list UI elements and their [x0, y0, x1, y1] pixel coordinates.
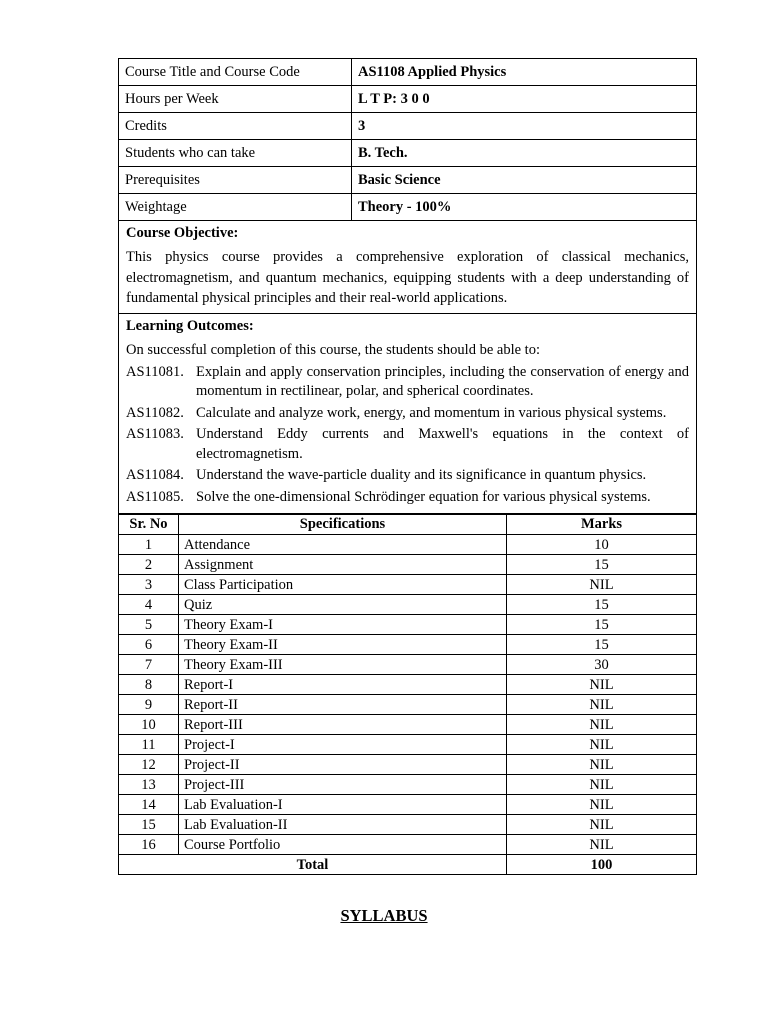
learning-outcome-code: AS11083. [126, 426, 184, 442]
marks-value: NIL [507, 795, 697, 815]
learning-outcome-item [126, 466, 689, 486]
learning-outcome-item [126, 425, 689, 464]
marks-row [119, 675, 697, 695]
marks-value: 15 [507, 555, 697, 575]
marks-specification: Lab Evaluation-II [179, 815, 507, 835]
marks-row [119, 835, 697, 855]
marks-sr-no: 9 [119, 695, 179, 715]
marks-row [119, 555, 697, 575]
syllabus-heading [0, 906, 768, 926]
course-info-label: Course Title and Course Code [119, 59, 352, 86]
learning-outcome-code: AS11084. [126, 467, 184, 483]
course-info-value: 3 [352, 113, 697, 140]
learning-outcome-text: Understand the wave-particle duality and its significance in quantum physics. [196, 467, 647, 483]
learning-outcomes-section [118, 314, 697, 515]
syllabus-heading-text: SYLLABUS [340, 906, 428, 925]
marks-sr-no: 15 [119, 815, 179, 835]
marks-row [119, 535, 697, 555]
course-info-label: Credits [119, 113, 352, 140]
learning-outcome-item [126, 404, 689, 424]
marks-value: 15 [507, 595, 697, 615]
course-info-label: Hours per Week [119, 86, 352, 113]
marks-value: 10 [507, 535, 697, 555]
marks-sr-no: 12 [119, 755, 179, 775]
header-specifications: Specifications [179, 515, 507, 535]
marks-specification: Lab Evaluation-I [179, 795, 507, 815]
course-info-row [119, 59, 697, 86]
course-info-value: L T P: 3 0 0 [352, 86, 697, 113]
total-value: 100 [507, 855, 697, 875]
course-info-table [118, 58, 697, 221]
course-objective-section [118, 221, 697, 314]
marks-sr-no: 8 [119, 675, 179, 695]
marks-specification: Theory Exam-II [179, 635, 507, 655]
marks-specification: Project-II [179, 755, 507, 775]
marks-value: NIL [507, 675, 697, 695]
marks-sr-no: 10 [119, 715, 179, 735]
marks-value: NIL [507, 695, 697, 715]
learning-outcome-text: Calculate and analyze work, energy, and momentum in various physical systems. [196, 404, 667, 421]
marks-header-row [119, 515, 697, 535]
learning-outcome-text: Solve the one-dimensional Schrödinger equation for various physical systems. [196, 488, 651, 505]
course-info-label: Weightage [119, 194, 352, 221]
marks-row [119, 595, 697, 615]
marks-row [119, 755, 697, 775]
header-sr-no: Sr. No [119, 515, 179, 535]
course-info-value: Theory - 100% [352, 194, 697, 221]
marks-specification: Course Portfolio [179, 835, 507, 855]
marks-sr-no: 14 [119, 795, 179, 815]
marks-row [119, 655, 697, 675]
marks-specification: Project-III [179, 775, 507, 795]
marks-table [118, 514, 697, 875]
marks-specification: Project-I [179, 735, 507, 755]
marks-value: NIL [507, 755, 697, 775]
marks-sr-no: 11 [119, 735, 179, 755]
marks-value: NIL [507, 815, 697, 835]
marks-specification: Theory Exam-I [179, 615, 507, 635]
course-info-value: AS1108 Applied Physics [352, 59, 697, 86]
course-info-value: B. Tech. [352, 140, 697, 167]
marks-specification: Assignment [179, 555, 507, 575]
marks-row [119, 735, 697, 755]
course-info-row [119, 86, 697, 113]
learning-outcome-code: AS11082. [126, 404, 184, 421]
learning-outcomes-list [126, 363, 689, 508]
marks-specification: Report-II [179, 695, 507, 715]
learning-outcomes-heading: Learning Outcomes: [126, 317, 254, 334]
learning-outcome-text: Explain and apply conservation principles, including the conservation of energy and momentum in rectilinear, polar, and spherical coordinates. [196, 363, 689, 399]
marks-value: NIL [507, 575, 697, 595]
header-marks: Marks [507, 515, 697, 535]
marks-value: 30 [507, 655, 697, 675]
marks-row [119, 695, 697, 715]
marks-specification: Quiz [179, 595, 507, 615]
course-info-row [119, 140, 697, 167]
marks-specification: Theory Exam-III [179, 655, 507, 675]
marks-sr-no: 3 [119, 575, 179, 595]
marks-row [119, 775, 697, 795]
course-info-row [119, 167, 697, 194]
marks-specification: Class Participation [179, 575, 507, 595]
learning-outcome-code: AS11085. [126, 488, 184, 505]
learning-outcome-item [126, 363, 689, 402]
marks-sr-no: 1 [119, 535, 179, 555]
course-objective-text: This physics course provides a comprehensive exploration of classical mechanics, electromagnetism, and quantum mechanics, equipping students with a deep understanding of fundamental physical principles and their real-world applications. [126, 249, 689, 306]
marks-row [119, 715, 697, 735]
course-document [118, 58, 697, 875]
course-info-label: Students who can take [119, 140, 352, 167]
learning-outcomes-intro: On successful completion of this course, the students should be able to: [126, 341, 540, 358]
marks-row [119, 635, 697, 655]
marks-specification: Attendance [179, 535, 507, 555]
marks-value: 15 [507, 615, 697, 635]
total-label: Total [119, 855, 507, 875]
marks-value: 15 [507, 635, 697, 655]
learning-outcome-code: AS11081. [126, 363, 184, 380]
course-info-value: Basic Science [352, 167, 697, 194]
marks-specification: Report-I [179, 675, 507, 695]
course-info-row [119, 194, 697, 221]
marks-sr-no: 4 [119, 595, 179, 615]
marks-sr-no: 6 [119, 635, 179, 655]
learning-outcome-text: Understand Eddy currents and Maxwell's equations in the context of electromagnetism. [196, 426, 689, 462]
learning-outcome-item [126, 488, 689, 508]
marks-sr-no: 7 [119, 655, 179, 675]
course-info-row [119, 113, 697, 140]
course-info-label: Prerequisites [119, 167, 352, 194]
marks-row [119, 815, 697, 835]
marks-sr-no: 13 [119, 775, 179, 795]
course-objective-heading: Course Objective: [126, 225, 239, 241]
total-row [119, 855, 697, 875]
marks-row [119, 795, 697, 815]
marks-sr-no: 16 [119, 835, 179, 855]
marks-sr-no: 2 [119, 555, 179, 575]
marks-row [119, 575, 697, 595]
marks-value: NIL [507, 775, 697, 795]
marks-value: NIL [507, 835, 697, 855]
marks-row [119, 615, 697, 635]
marks-sr-no: 5 [119, 615, 179, 635]
marks-value: NIL [507, 715, 697, 735]
marks-specification: Report-III [179, 715, 507, 735]
marks-value: NIL [507, 735, 697, 755]
